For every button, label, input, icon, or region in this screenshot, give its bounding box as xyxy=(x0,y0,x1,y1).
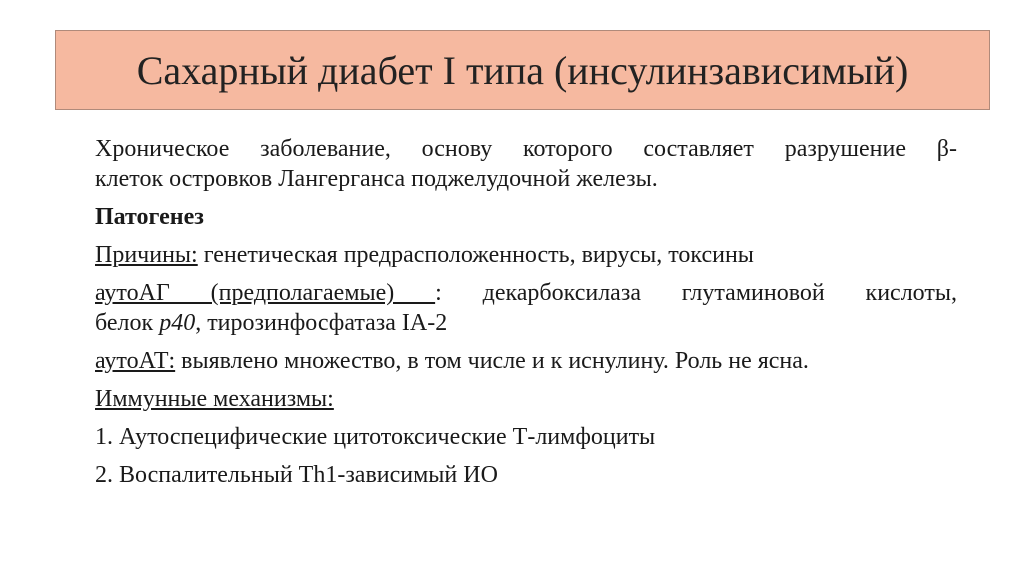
autoag-line-2 xyxy=(95,308,957,338)
list-item-1: 1. Аутоспецифические цитотоксические Т-лимфоциты xyxy=(95,424,656,450)
autoag-line2-pre: белок xyxy=(95,310,160,336)
definition-line-1: Хроническое заболевание, основу которого составляет разрушение β- xyxy=(95,136,957,162)
autoag-label: аутоАГ (предполагаемые) xyxy=(95,280,436,306)
autoag-line2-post: , тирозинфосфатаза IA-2 xyxy=(195,310,448,336)
slide-title: Сахарный диабет I типа (инсулинзависимый) xyxy=(136,47,909,93)
causes-text: генетическая предрасположенность, вирусы, токсины xyxy=(197,242,754,268)
definition-paragraph xyxy=(95,134,957,194)
autoat-text: выявлено множество, в том числе и к иснулину. Роль не ясна. xyxy=(175,348,809,374)
autoag-paragraph xyxy=(95,278,957,338)
autoag-protein-italic: р40 xyxy=(159,310,196,336)
slide-body xyxy=(95,134,957,498)
list-item-2: 2. Воспалительный Th1-зависимый ИО xyxy=(95,462,498,488)
causes-label: Причины: xyxy=(95,242,198,268)
pathogenesis-heading: Патогенез xyxy=(95,204,204,230)
immune-heading: Иммунные механизмы: xyxy=(95,386,334,412)
autoat-label: аутоАТ: xyxy=(95,348,176,374)
causes-paragraph xyxy=(95,240,957,270)
title-banner xyxy=(55,30,990,110)
autoag-line-1 xyxy=(95,278,957,308)
autoat-paragraph xyxy=(95,346,957,376)
definition-line-2: клеток островков Лангерганса поджелудочной железы. xyxy=(95,166,658,192)
autoag-text: : декарбоксилаза глутаминовой кислоты, xyxy=(435,280,957,306)
